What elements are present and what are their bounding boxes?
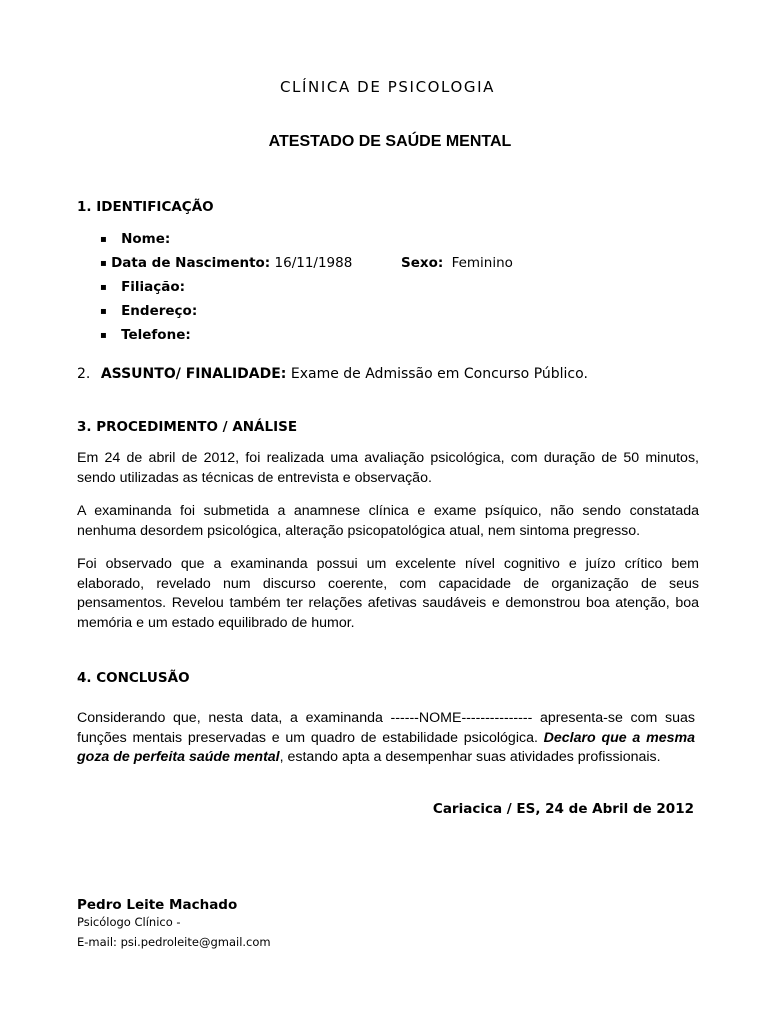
purpose-row — [77, 366, 588, 382]
filiation-row — [100, 279, 185, 295]
conclusion-emphasis: Declaro que a mesma goza de perfeita saúde mental — [77, 729, 695, 765]
sex-group — [401, 255, 513, 271]
section-identification-heading: 1. IDENTIFICAÇÃO — [77, 199, 214, 215]
address-label: Endereço: — [121, 303, 198, 319]
signer-email: E-mail: psi.pedroleite@gmail.com — [77, 935, 271, 949]
bullet-icon: ▪ — [100, 258, 107, 269]
bullet-icon: ▪ — [100, 306, 107, 317]
sex-value: Feminino — [451, 255, 513, 271]
section-procedure-heading: 3. PROCEDIMENTO / ANÁLISE — [77, 419, 298, 435]
name-label: Nome: — [121, 231, 171, 247]
purpose-label: ASSUNTO/ FINALIDADE: — [100, 366, 287, 382]
place-date: Cariacica / ES, 24 de Abril de 2012 — [432, 801, 694, 817]
procedure-paragraph-3 — [77, 555, 699, 633]
conclusion-start: Considerando que, nesta data, a examinanda ------NOME--------------- apresenta-se com suas funções mentais preservadas e um quadro de estabilidade psicológica. — [77, 710, 695, 746]
procedure-text-3: Foi observado que a examinanda possui um excelente nível cognitivo e juízo crítico bem elaborado, revelado num discurso coerente, com capacidade de organização de seus pensamentos. Revelou também ter relações afetivas saudáveis e demonstrou boa atenção, boa memória e um estado equilibrado de humor. — [77, 556, 699, 631]
name-row — [100, 231, 170, 247]
filiation-label: Filiação: — [121, 279, 186, 295]
signer-name: Pedro Leite Machado — [77, 897, 238, 913]
bullet-icon: ▪ — [100, 234, 107, 245]
conclusion-end: , estando apta a desempenhar suas atividades profissionais. — [279, 749, 661, 765]
phone-row — [100, 327, 191, 343]
procedure-paragraph-1 — [77, 449, 699, 488]
section-conclusion-heading: 4. CONCLUSÃO — [77, 670, 190, 686]
clinic-name: CLÍNICA DE PSICOLOGIA — [279, 78, 495, 96]
purpose-number: 2. — [77, 366, 91, 382]
phone-label: Telefone: — [121, 327, 191, 343]
conclusion-text — [77, 709, 695, 768]
birth-sex-row — [100, 255, 550, 271]
document-title: ATESTADO DE SAÚDE MENTAL — [268, 133, 512, 150]
purpose-value: Exame de Admissão em Concurso Público. — [290, 366, 588, 382]
signer-role: Psicólogo Clínico - — [77, 915, 181, 929]
conclusion-paragraph — [77, 709, 695, 768]
birth-value: 16/11/1988 — [274, 255, 353, 271]
bullet-icon: ▪ — [100, 282, 107, 293]
procedure-paragraph-2 — [77, 502, 699, 541]
address-row — [100, 303, 197, 319]
sex-label: Sexo: — [401, 255, 444, 271]
procedure-text-2: A examinanda foi submetida a anamnese clínica e exame psíquico, não sendo constatada nenhuma desordem psicológica, alteração psicopatológica atual, nem sintoma pregresso. — [77, 503, 699, 539]
procedure-text-1: Em 24 de abril de 2012, foi realizada uma avaliação psicológica, com duração de 50 minutos, sendo utilizadas as técnicas de entrevista e observação. — [77, 450, 699, 486]
birth-label: Data de Nascimento: — [111, 255, 271, 271]
bullet-icon: ▪ — [100, 330, 107, 341]
